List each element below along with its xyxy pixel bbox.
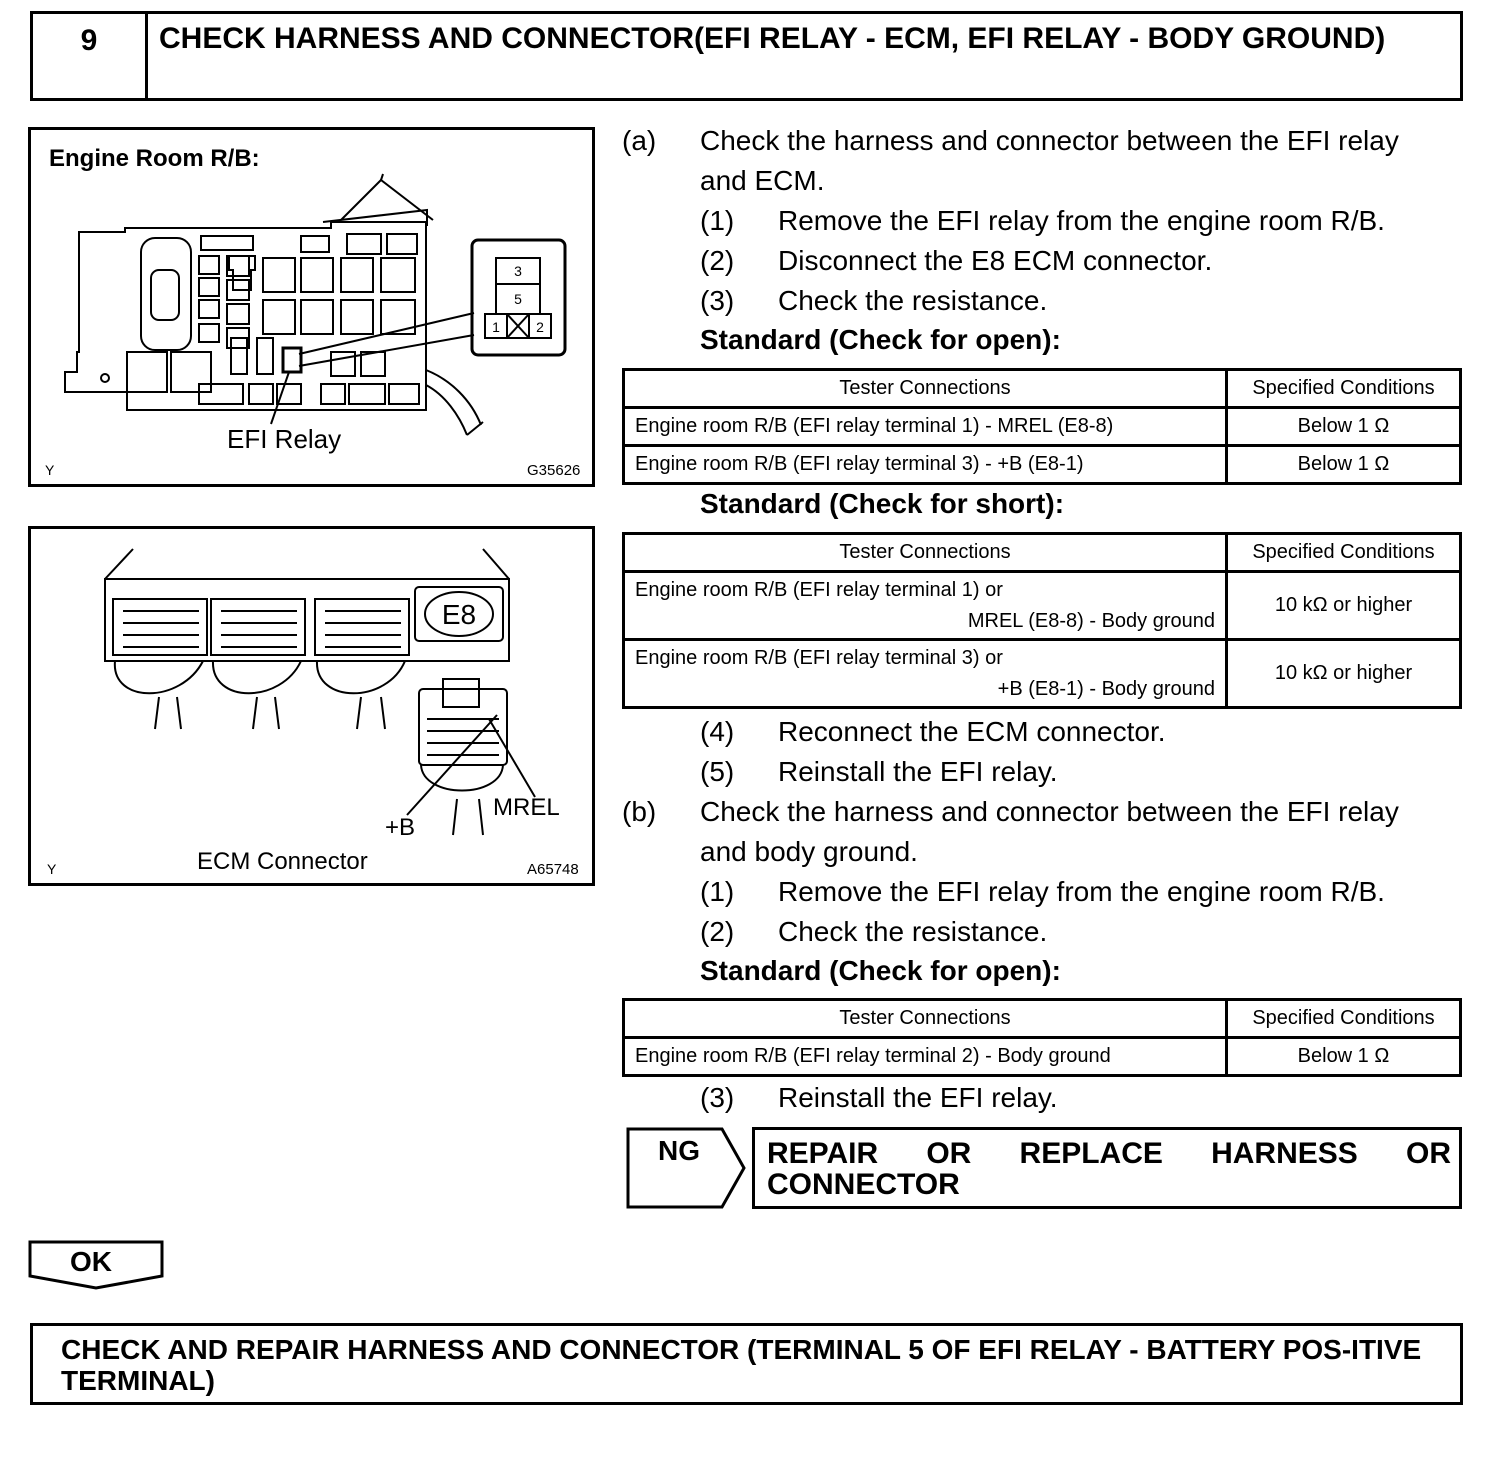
final-action-box xyxy=(30,1323,1463,1405)
table-open-2-header-connections: Tester Connections xyxy=(624,1000,1227,1038)
ok-label: OK xyxy=(70,1246,112,1277)
step-a1-number: (1) xyxy=(700,205,735,236)
figure2-code: A65748 xyxy=(527,861,579,878)
figure2-corner: Y xyxy=(47,861,57,877)
table-cell: Below 1 Ω xyxy=(1227,1038,1461,1076)
table-row xyxy=(624,408,1461,446)
table-row xyxy=(624,1038,1461,1076)
ecm-connector-caption: ECM Connector xyxy=(197,848,368,875)
figure-engine-room-rb xyxy=(28,127,595,487)
step-b3-number: (3) xyxy=(700,1082,735,1113)
table-cell: Below 1 Ω xyxy=(1227,408,1461,446)
step-b1-number: (1) xyxy=(700,876,735,907)
figure1-title: Engine Room R/B: xyxy=(49,145,260,172)
table-cell: 10 kΩ or higher xyxy=(1227,640,1461,708)
table-open-1-header-connections: Tester Connections xyxy=(624,370,1227,408)
step-b-text-line2: and body ground. xyxy=(700,836,918,867)
mrel-label: MREL xyxy=(493,794,560,821)
table-short-header-connections: Tester Connections xyxy=(624,534,1227,572)
pin-3-label: 3 xyxy=(514,263,522,279)
step-a3-number: (3) xyxy=(700,285,735,316)
table-open-1 xyxy=(622,368,1462,485)
table-short xyxy=(622,532,1462,709)
pin-5-label: 5 xyxy=(514,291,522,307)
table-row xyxy=(624,640,1461,708)
table-cell: Engine room R/B (EFI relay terminal 2) - Body ground xyxy=(624,1038,1227,1076)
table-cell-line2: MREL (E8-8) - Body ground xyxy=(967,609,1215,632)
final-action-text: CHECK AND REPAIR HARNESS AND CONNECTOR (TERMINAL 5 OF EFI RELAY - BATTERY POS-ITIVE TERMINAL) xyxy=(61,1334,1422,1396)
step-b2-text: Check the resistance. xyxy=(778,916,1048,947)
standard-open-heading-1: Standard (Check for open): xyxy=(700,324,1061,355)
table-cell: 10 kΩ or higher xyxy=(1227,572,1461,640)
ng-label: NG xyxy=(658,1135,700,1166)
standard-short-heading: Standard (Check for short): xyxy=(700,488,1065,519)
table-cell: Engine room R/B (EFI relay terminal 3) - +B (E8-1) xyxy=(624,446,1227,484)
step-a1-text: Remove the EFI relay from the engine room R/B. xyxy=(778,205,1385,236)
step-a2-text: Disconnect the E8 ECM connector. xyxy=(778,245,1213,276)
ng-action-box xyxy=(752,1127,1462,1209)
table-cell xyxy=(624,572,1227,640)
figure-ecm-connector xyxy=(28,526,595,886)
table-cell: Below 1 Ω xyxy=(1227,446,1461,484)
table-open-1-header-conditions: Specified Conditions xyxy=(1227,370,1461,408)
table-cell: Engine room R/B (EFI relay terminal 1) - MREL (E8-8) xyxy=(624,408,1227,446)
pin-1-label: 1 xyxy=(492,319,500,335)
step-b2-number: (2) xyxy=(700,916,735,947)
step-header xyxy=(30,11,1463,101)
step-a-marker: (a) xyxy=(622,125,657,156)
table-short-header-conditions: Specified Conditions xyxy=(1227,534,1461,572)
figure1-corner: Y xyxy=(45,462,55,478)
step-b-marker: (b) xyxy=(622,796,657,827)
e8-tag: E8 xyxy=(441,599,477,630)
table-cell xyxy=(624,640,1227,708)
plus-b-label: +B xyxy=(385,814,416,841)
pin-2-label: 2 xyxy=(536,319,544,335)
step-b-text-line1: Check the harness and connector between the EFI relay xyxy=(700,796,1399,827)
step-a3-text: Check the resistance. xyxy=(778,285,1048,316)
table-row xyxy=(624,572,1461,640)
step-a-text-line2: and ECM. xyxy=(700,165,825,196)
step-number: 9 xyxy=(33,14,148,98)
engine-room-rb-illustration xyxy=(31,130,592,484)
step-b1-text: Remove the EFI relay from the engine room R/B. xyxy=(778,876,1385,907)
step-title: CHECK HARNESS AND CONNECTOR(EFI RELAY - ECM, EFI RELAY - BODY GROUND) xyxy=(159,22,1386,55)
step-a-text-line1: Check the harness and connector between the EFI relay xyxy=(700,125,1399,156)
table-cell-line2: +B (E8-1) - Body ground xyxy=(997,677,1215,700)
table-open-2 xyxy=(622,998,1462,1077)
standard-open-heading-2: Standard (Check for open): xyxy=(700,955,1061,986)
efi-relay-callout: EFI Relay xyxy=(227,424,342,454)
ng-action-text: REPAIR OR REPLACE HARNESS OR CONNECTOR xyxy=(767,1137,1451,1201)
table-cell-line1: Engine room R/B (EFI relay terminal 1) or xyxy=(635,578,1003,601)
step-a5-text: Reinstall the EFI relay. xyxy=(778,756,1058,787)
step-a5-number: (5) xyxy=(700,756,735,787)
step-a2-number: (2) xyxy=(700,245,735,276)
table-row xyxy=(624,446,1461,484)
step-a4-text: Reconnect the ECM connector. xyxy=(778,716,1166,747)
step-b3-text: Reinstall the EFI relay. xyxy=(778,1082,1058,1113)
figure1-code: G35626 xyxy=(527,462,581,479)
ecm-connector-illustration xyxy=(31,529,592,883)
step-a4-number: (4) xyxy=(700,716,735,747)
ok-arrow xyxy=(28,1240,166,1292)
ng-arrow xyxy=(626,1127,748,1209)
table-cell-line1: Engine room R/B (EFI relay terminal 3) or xyxy=(635,646,1003,669)
table-open-2-header-conditions: Specified Conditions xyxy=(1227,1000,1461,1038)
